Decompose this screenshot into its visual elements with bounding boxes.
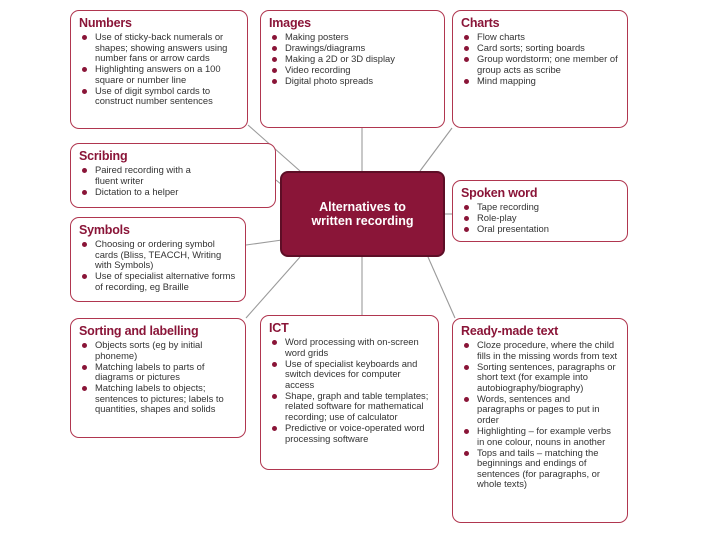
list-item: Choosing or ordering symbol cards (Bliss, TEACCH, Writing with Symbols): [79, 239, 238, 271]
list-item: Tape recording: [461, 202, 620, 213]
ict-list: [269, 337, 431, 444]
central-node-line1: Alternatives to: [319, 199, 406, 214]
list-item: Use of specialist keyboards and switch devices for computer access: [269, 359, 431, 391]
symbols-title: Symbols: [79, 223, 130, 237]
ict-box: [260, 315, 439, 470]
spoken-word-title: Spoken word: [461, 186, 538, 200]
ict-title: ICT: [269, 321, 289, 335]
list-item: Flow charts: [461, 32, 620, 43]
list-item: Digital photo spreads: [269, 76, 437, 87]
sorting-labelling-box: [70, 318, 246, 438]
list-item: Group wordstorm; one member of group acts as scribe: [461, 54, 620, 75]
list-item: Highlighting – for example verbs in one colour, nouns in another: [461, 426, 620, 447]
list-item: Card sorts; sorting boards: [461, 43, 620, 54]
list-item: Drawings/diagrams: [269, 43, 437, 54]
connector-charts: [420, 128, 452, 171]
symbols-list: [79, 239, 238, 292]
numbers-list: [79, 32, 240, 107]
list-item: Tops and tails – matching the beginnings and endings of sentences (for paragraphs, or whole texts): [461, 448, 620, 490]
charts-box: [452, 10, 628, 128]
spoken-word-list: [461, 202, 620, 235]
list-item: Sorting sentences, paragraphs or short text (for example into autobiography/biography): [461, 362, 620, 394]
list-item: Matching labels to objects; sentences to pictures; labels to quantities, shapes and solids: [79, 383, 238, 415]
charts-title: Charts: [461, 16, 500, 30]
list-item: Matching labels to parts of diagrams or pictures: [79, 362, 238, 383]
list-item: Making a 2D or 3D display: [269, 54, 437, 65]
list-item: Mind mapping: [461, 76, 620, 87]
list-item: Words, sentences and paragraphs or pages to put in order: [461, 394, 620, 426]
connector-sorting: [246, 257, 300, 318]
list-item: Paired recording with a fluent writer: [79, 165, 268, 186]
spoken-word-box: [452, 180, 628, 242]
scribing-box: [70, 143, 276, 208]
connector-readymade: [428, 257, 455, 318]
images-list: [269, 32, 437, 87]
list-item: Video recording: [269, 65, 437, 76]
list-item: Shape, graph and table templates; related software for mathematical recording; use of calculator: [269, 391, 431, 423]
list-item: Use of sticky-back numerals or shapes; showing answers using number fans or arrow cards: [79, 32, 240, 64]
connector-symbols: [246, 240, 282, 245]
sorting-labelling-title: Sorting and labelling: [79, 324, 199, 338]
list-item: Dictation to a helper: [79, 187, 268, 198]
list-item: Use of specialist alternative forms of recording, eg Braille: [79, 271, 238, 292]
numbers-box: [70, 10, 248, 129]
list-item: Cloze procedure, where the child fills in the missing words from text: [461, 340, 620, 361]
central-node: [280, 171, 445, 257]
scribing-list: [79, 165, 268, 197]
list-item: Use of digit symbol cards to construct number sentences: [79, 86, 240, 107]
list-item: Making posters: [269, 32, 437, 43]
list-item: Role-play: [461, 213, 620, 224]
scribing-title: Scribing: [79, 149, 128, 163]
ready-made-text-title: Ready-made text: [461, 324, 559, 338]
symbols-box: [70, 217, 246, 302]
charts-list: [461, 32, 620, 86]
list-item: Predictive or voice-operated word processing software: [269, 423, 431, 444]
images-box: [260, 10, 445, 128]
numbers-title: Numbers: [79, 16, 132, 30]
list-item: Word processing with on-screen word grids: [269, 337, 431, 358]
ready-made-text-list: [461, 340, 620, 490]
images-title: Images: [269, 16, 311, 30]
list-item: Objects sorts (eg by initial phoneme): [79, 340, 238, 361]
central-node-line2: written recording: [311, 214, 414, 228]
list-item: Highlighting answers on a 100 square or number line: [79, 64, 240, 85]
list-item: Oral presentation: [461, 224, 620, 235]
sorting-labelling-list: [79, 340, 238, 415]
ready-made-text-box: [452, 318, 628, 523]
